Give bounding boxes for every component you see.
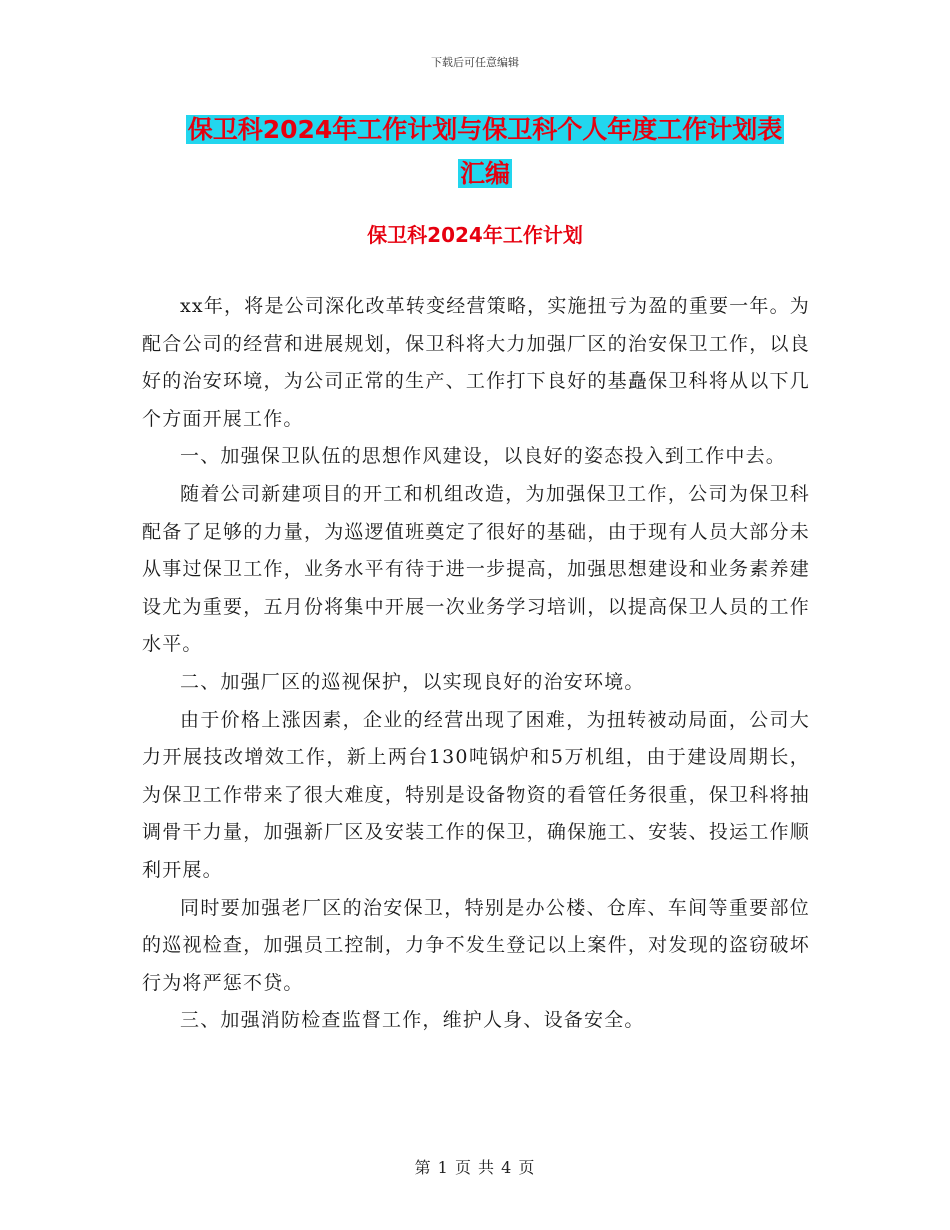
paragraph: 随着公司新建项目的开工和机组改造，为加强保卫工作，公司为保卫科配备了足够的力量，为巡逻值班奠定了很好的基础，由于现有人员大部分未从事过保卫工作，业务水平有待于进一步提高，加强思想建设和业务素养建设尤为重要，五月份将集中开展一次业务学习培训，以提高保卫人员的工作水平。 <box>142 482 810 656</box>
paragraph: 一、加强保卫队伍的思想作风建设，以良好的姿态投入到工作中去。 <box>180 445 787 468</box>
page-footer: 第 1 页 共 4 页 <box>414 1158 536 1177</box>
paragraph: xx年，将是公司深化改革转变经营策略，实施扭亏为盈的重要一年。为配合公司的经营和进展规划，保卫科将大力加强厂区的治安保卫工作，以良好的治安环境，为公司正常的生产、工作打下良好的基矗保卫科将从以下几个方面开展工作。 <box>142 295 810 430</box>
section-title: 保卫科2024年工作计划 <box>367 223 583 247</box>
paragraph: 二、加强厂区的巡视保护，以实现良好的治安环境。 <box>180 670 645 693</box>
document-body <box>142 288 810 1040</box>
paragraph: 同时要加强老厂区的治安保卫，特别是办公楼、仓库、车间等重要部位的巡视检查，加强员工控制，力争不发生登记以上案件，对发现的盗窃破坏行为将严惩不贷。 <box>142 896 810 994</box>
document-title-line2: 汇编 <box>459 159 510 188</box>
paragraph: 由于价格上涨因素，企业的经营出现了困难，为扭转被动局面，公司大力开展技改增效工作，新上两台130吨锅炉和5万机组，由于建设周期长，为保卫工作带来了很大难度，特别是设备物资的看管任务很重，保卫科将抽调骨干力量，加强新厂区及安装工作的保卫，确保施工、安装、投运工作顺利开展。 <box>142 708 810 881</box>
document-title <box>140 108 830 196</box>
paragraph: 三、加强消防检查监督工作，维护人身、设备安全。 <box>180 1009 645 1032</box>
document-title-line1: 保卫科2024年工作计划与保卫科个人年度工作计划表 <box>187 115 783 144</box>
header-note: 下载后可任意编辑 <box>431 56 519 69</box>
